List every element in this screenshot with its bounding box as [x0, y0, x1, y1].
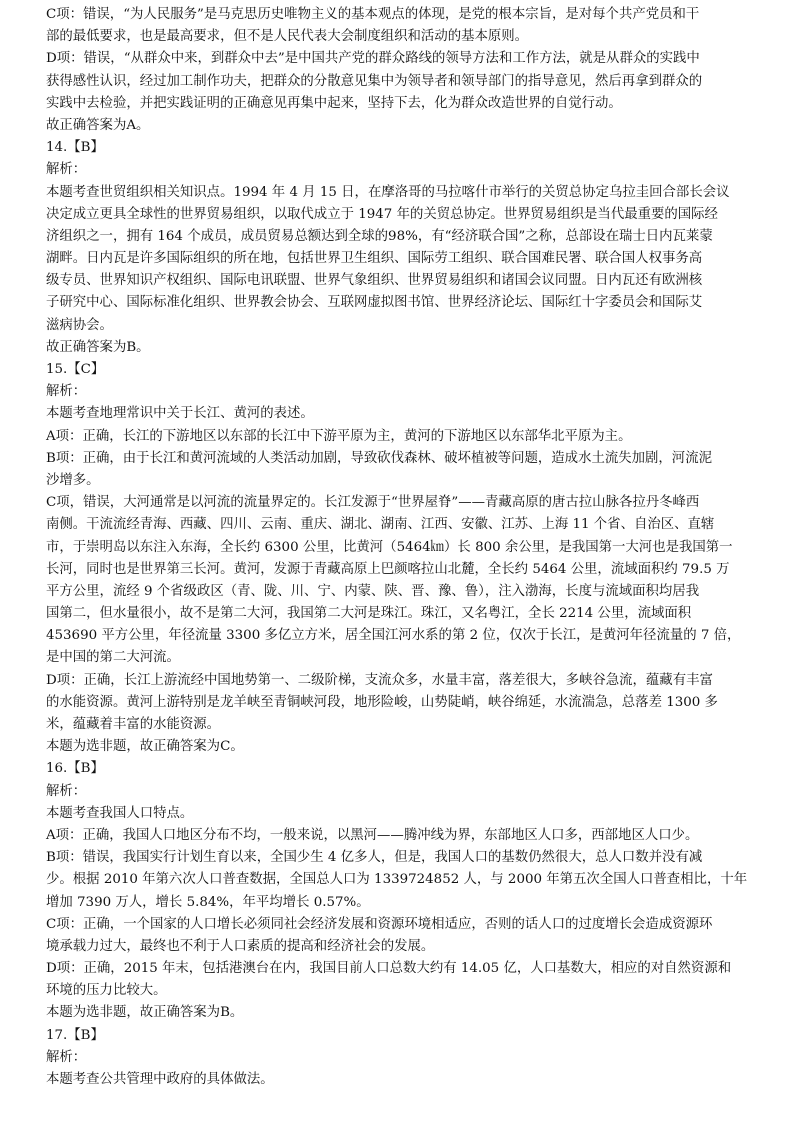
- text-line: C项：正确，一个国家的人口增长必须同社会经济发展和资源环境相适应，否则的话人口的过度增长会造成资源环: [46, 916, 713, 932]
- text-line: 沙增多。: [46, 472, 100, 488]
- text-line: 滋病协会。: [46, 317, 113, 333]
- text-line: 本题考查地理常识中关于长江、黄河的表述。: [46, 406, 314, 422]
- text-line: 14.【B】: [46, 140, 104, 156]
- text-line: 级专员、世界知识产权组织、国际电讯联盟、世界气象组织、世界贸易组织和诸国会议同盟。日内瓦还有欧洲核: [46, 273, 703, 289]
- text-line: 故正确答案为B。: [46, 339, 150, 355]
- text-line: 米，蕴藏着丰富的水能资源。: [46, 717, 221, 732]
- text-line: 解析：: [46, 1049, 87, 1065]
- text-line: 解析：: [46, 384, 87, 400]
- text-line: 获得感性认识，经过加工制作功夫，把群众的分散意见集中为领导者和领导部门的指导意见，然后再拿到群众的: [46, 73, 703, 89]
- text-line: 少。根据 2010 年第六次人口普查数据，全国总人口为 1339724852 人，与 2000 年第五次全国人口普查相比，十年: [46, 872, 748, 888]
- text-line: B项：错误，我国实行计划生育以来，全国少生 4 亿多人，但是，我国人口的基数仍然很大，总人口数并没有减: [46, 850, 703, 866]
- text-line: D项：正确，长江上游流经中国地势第一、二级阶梯，支流众多，水量丰富，落差很大，多峡谷急流，蕴藏有丰富: [46, 672, 713, 688]
- document-body: [46, 4, 766, 1091]
- text-line: 子研究中心、国际标准化组织、世界教会协会、互联网虚拟图书馆、世界经济论坛、国际红十字委员会和国际艾: [46, 295, 703, 311]
- text-line: 解析：: [46, 162, 87, 178]
- text-line: C项：错误，“为人民服务”是马克思历史唯物主义的基本观点的体现，是党的根本宗旨，是对每个共产党员和干: [46, 7, 700, 22]
- text-line: 市，于崇明岛以东注入东海，全长约 6300 公里，比黄河（5464㎞）长 800 余公里，是我国第一大河也是我国第一: [46, 539, 733, 555]
- text-line: 国第二，但水量很小，故不是第二大河，我国第二大河是珠江。珠江，又名粤江，全长 2214 公里，流域面积: [46, 606, 692, 622]
- text-line: 增加 7390 万人，增长 5.84%，年平均增长 0.57%。: [46, 894, 370, 910]
- text-line: 16.【B】: [46, 761, 104, 777]
- text-line: A项：正确，长江的下游地区以东部的长江中下游平原为主，黄河的下游地区以东部华北平原为主。: [46, 428, 632, 444]
- text-line: 本题考查世贸组织相关知识点。1994 年 4 月 15 日，在摩洛哥的马拉喀什市举行的关贸总协定乌拉圭回合部长会议: [46, 184, 730, 200]
- text-line: 部的最低要求，也是最高要求，但不是人民代表大会制度组织和活动的基本原则。: [46, 29, 529, 45]
- text-line: 实践中去检验，并把实践证明的正确意见再集中起来，坚持下去，化为群众改造世界的自觉行动。: [46, 95, 622, 111]
- text-line: 本题为选非题，故正确答案为B。: [46, 1005, 244, 1021]
- text-line: 故正确答案为A。: [46, 117, 150, 133]
- text-line: 本题考查公共管理中政府的具体做法。: [46, 1072, 274, 1087]
- text-line: A项：正确，我国人口地区分布不均，一般来说，以黑河——腾冲线为界，东部地区人口多，西部地区人口少。: [46, 827, 699, 843]
- text-line: 环境的压力比较大。: [46, 983, 167, 999]
- text-line: C项，错误，大河通常是以河流的流量界定的。长江发源于“世界屋脊”——青藏高原的唐古拉山脉各拉丹冬峰西: [46, 495, 700, 511]
- text-line: 湖畔。日内瓦是许多国际组织的所在地，包括世界卫生组织、国际劳工组织、联合国难民署、联合国人权事务高: [46, 251, 703, 267]
- text-line: 的水能资源。黄河上游特别是龙羊峡至青铜峡河段，地形险峻，山势陡峭，峡谷绵延，水流湍急，总落差 1300 多: [46, 694, 718, 710]
- text-line: 453690 平方公里，年径流量 3300 多亿立方米，居全国江河水系的第 2 位，仅次于长江，是黄河年径流量的 7 倍，: [46, 628, 741, 644]
- text-line: 长河，同时也是世界第三长河。黄河，发源于青藏高原上巴颜喀拉山北麓，全长约 5464 公里，流域面积约 79.5 万: [46, 561, 730, 577]
- text-line: D项：错误，“从群众中来，到群众中去”是中国共产党的群众路线的领导方法和工作方法，就是从群众的实践中: [46, 51, 700, 67]
- text-line: 17.【B】: [46, 1027, 104, 1043]
- text-line: 是中国的第二大河流。: [46, 650, 180, 666]
- text-line: 本题为选非题，故正确答案为C。: [46, 739, 244, 755]
- text-line: 解析：: [46, 783, 87, 799]
- text-line: 南侧。干流流经青海、西藏、四川、云南、重庆、湖北、湖南、江西、安徽、江苏、上海 11 个省、自治区、直辖: [46, 517, 715, 533]
- text-line: 济组织之一，拥有 164 个成员，成员贸易总额达到全球的98%，有“经济联合国”之称，总部设在瑞士日内瓦莱蒙: [46, 228, 713, 244]
- text-line: 本题考查我国人口特点。: [46, 805, 194, 821]
- text-line: D项：正确，2015 年末，包括港澳台在内，我国目前人口总数大约有 14.05 亿，人口基数大，相应的对自然资源和: [46, 961, 732, 977]
- text-line: 平方公里，流经 9 个省级政区（青、陇、川、宁、内蒙、陕、晋、豫、鲁），注入渤海，长度与流域面积均居我: [46, 583, 700, 599]
- text-line: 境承载力过大，最终也不利于人口素质的提高和经济社会的发展。: [46, 938, 435, 954]
- text-line: 15.【C】: [46, 362, 105, 377]
- text-line: B项：正确，由于长江和黄河流域的人类活动加剧，导致砍伐森林、破坏植被等问题，造成水土流失加剧，河流泥: [46, 450, 712, 466]
- text-line: 决定成立更具全球性的世界贸易组织，以取代成立于 1947 年的关贸总协定。世界贸易组织是当代最重要的国际经: [46, 206, 718, 222]
